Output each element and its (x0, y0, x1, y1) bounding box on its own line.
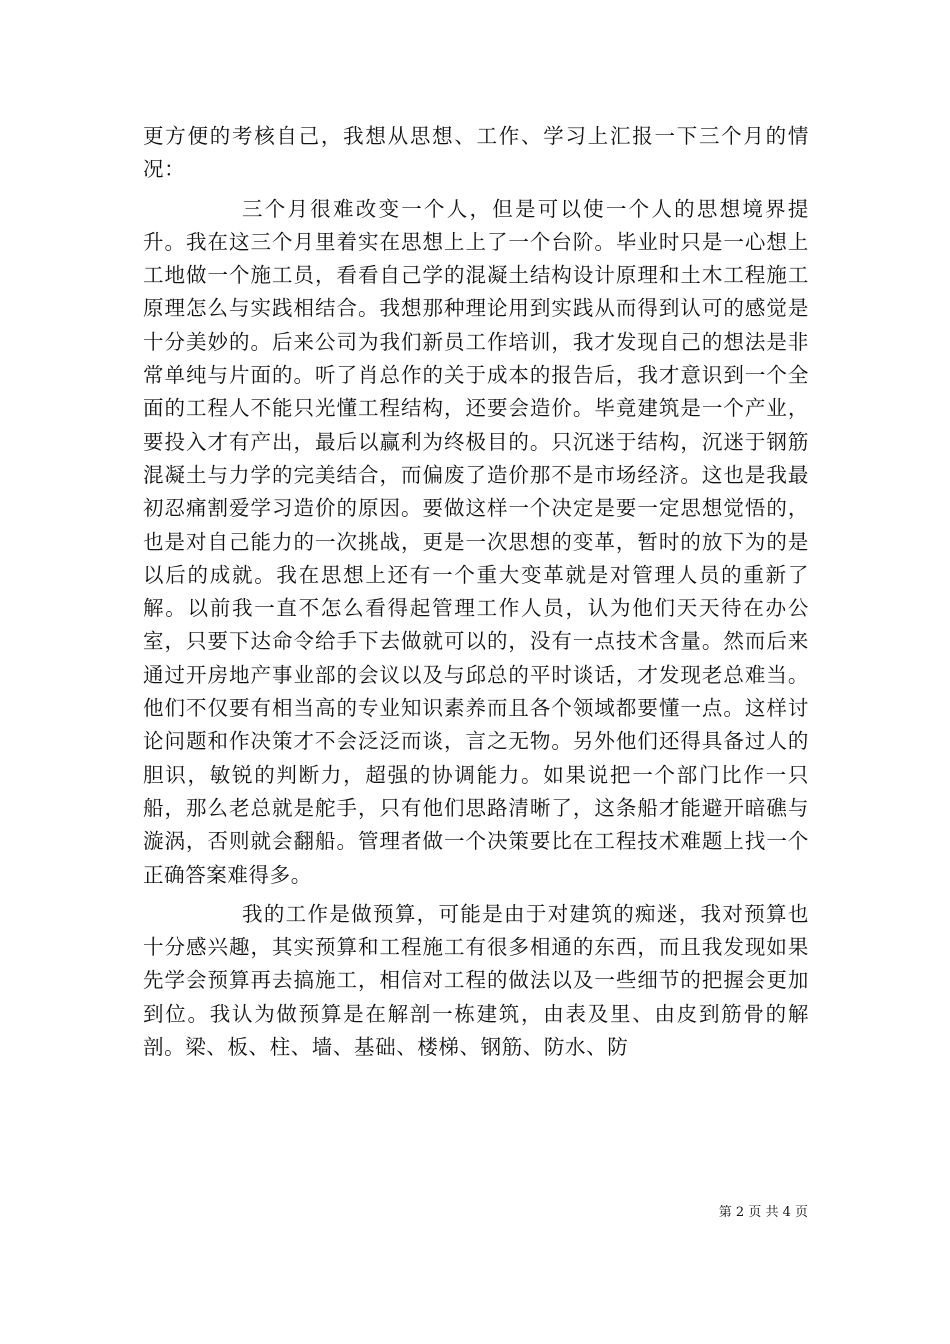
paragraph-2: 三个月很难改变一个人，但是可以使一个人的思想境界提升。我在这三个月里着实在思想上上了一个台阶。毕业时只是一心想上工地做一个施工员，看看自己学的混凝土结构设计原理和土木工程施工原理怎么与实践相结合。我想那种理论用到实践从而得到认可的感觉是十分美妙的。后来公司为我们新员工作培训，我才发现自己的想法是非常单纯与片面的。听了肖总作的关于成本的报告后，我才意识到一个全面的工程人不能只光懂工程结构，还要会造价。毕竟建筑是一个产业，要投入才有产出，最后以赢利为终极目的。只沉迷于结构，沉迷于钢筋混凝土与力学的完美结合，而偏废了造价那不是市场经济。这也是我最初忍痛割爱学习造价的原因。要做这样一个决定是要一定思想觉悟的，也是对自己能力的一次挑战，更是一次思想的变革，暂时的放下为的是以后的成就。我在思想上还有一个重大变革就是对管理人员的重新了解。以前我一直不怎么看得起管理工作人员，认为他们天天待在办公室，只要下达命令给手下去做就可以的，没有一点技术含量。然而后来通过开房地产事业部的会议以及与邱总的平时谈话，才发现老总难当。他们不仅要有相当高的专业知识素养而且各个领域都要懂一点。这样讨论问题和作决策才不会泛泛而谈，言之无物。另外他们还得具备过人的胆识，敏锐的判断力，超强的协调能力。如果说把一个部门比作一只船，那么老总就是舵手，只有他们思路清晰了，这条船才能避开暗礁与漩涡，否则就会翻船。管理者做一个决策要比在工程技术难题上找一个正确答案难得多。 (143, 196, 809, 887)
page-number-footer: 第 2 页 共 4 页 (718, 1205, 808, 1220)
paragraph-3: 我的工作是做预算，可能是由于对建筑的痴迷，我对预算也十分感兴趣，其实预算和工程施工有很多相通的东西，而且我发现如果先学会预算再去搞施工，相信对工程的做法以及一些细节的把握会更加到位。我认为做预算是在解剖一栋建筑，由表及里、由皮到筋骨的解剖。梁、板、柱、墙、基础、楼梯、钢筋、防水、防 (143, 901, 809, 1060)
paragraph-1: 更方便的考核自己，我想从思想、工作、学习上汇报一下三个月的情况： (143, 124, 809, 182)
document-body (143, 120, 809, 1064)
